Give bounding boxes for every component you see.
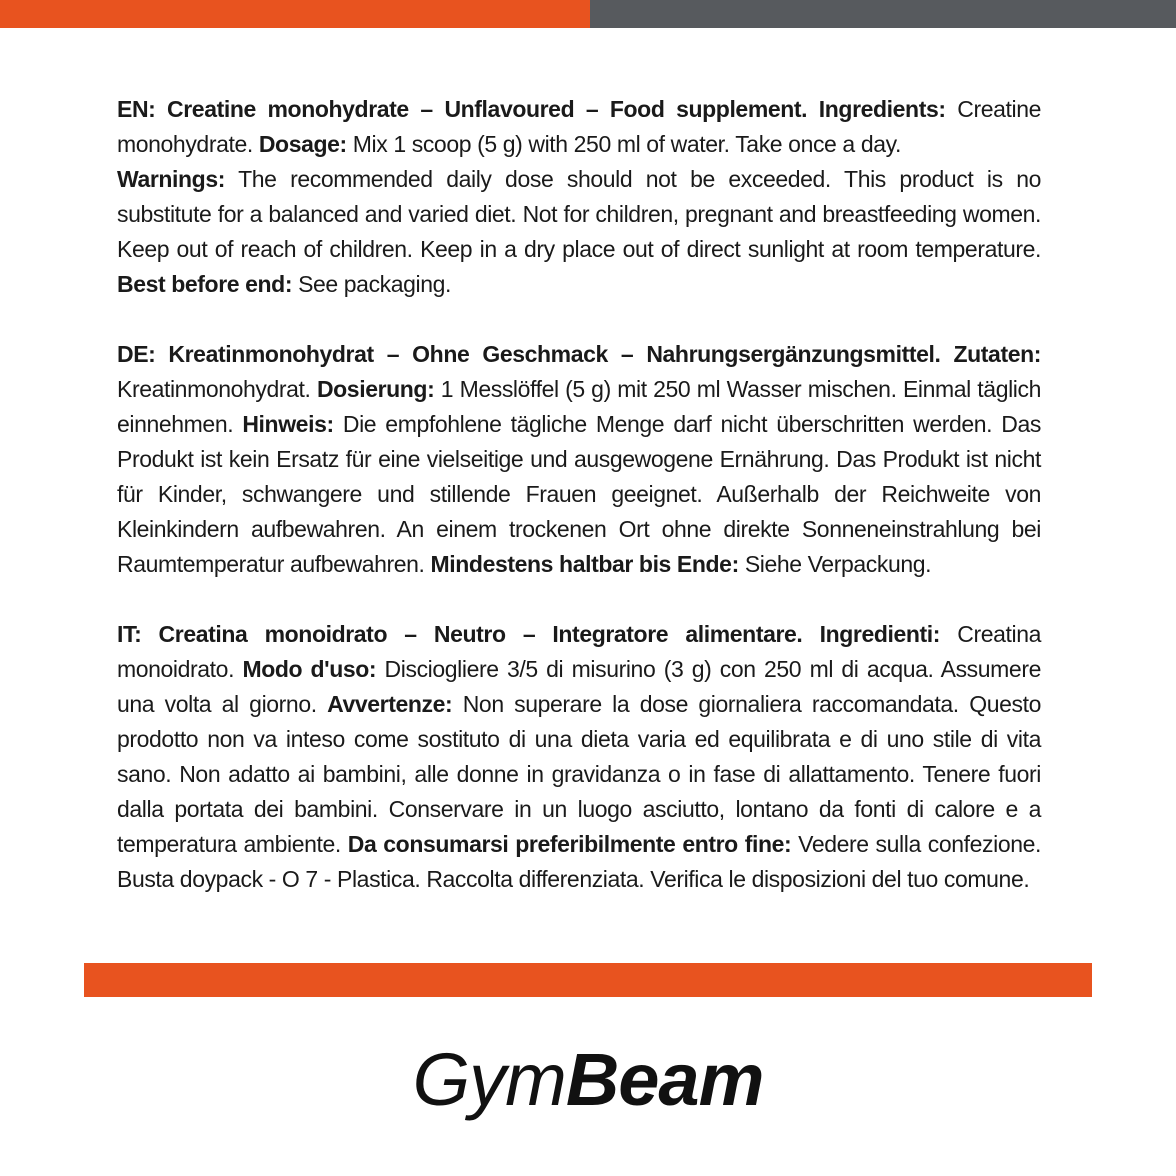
en-warnings-label: Warnings:: [117, 166, 225, 192]
de-bestbefore-label: Mindestens haltbar bis Ende:: [430, 551, 739, 577]
it-dosage-text: Disciogliere 3/5 di misurino (3 g) con 250 ml di acqua. Assumere una volta al giorno.: [117, 656, 1041, 717]
de-bestbefore-text: Siehe Verpackung.: [738, 551, 932, 577]
de-dosage-label: Dosierung:: [316, 376, 435, 402]
section-de: [117, 337, 1041, 582]
it-bestbefore-label: Da consumarsi preferibilmente entro fine:: [347, 831, 792, 857]
gymbeam-logo: [0, 1030, 1176, 1130]
en-dosage-label: Dosage:: [258, 131, 347, 157]
en-bestbefore-label: Best before end:: [117, 271, 293, 297]
de-warnings-label: Hinweis:: [242, 411, 334, 437]
en-warnings-text: The recommended daily dose should not be exceeded. This product is no substitute for a balanced and varied diet. Not for children, pregnant and breastfeeding women. Keep out of reach of children. Keep in a dry place out of direct sunlight at room temperature.: [117, 166, 1041, 262]
en-title: EN: Creatine monohydrate – Unflavoured – Food supplement. Ingredients:: [117, 96, 946, 122]
it-ingredients: Creatina monoidrato.: [117, 621, 1041, 682]
bottom-accent-bar: [84, 963, 1092, 997]
label-text-block: [117, 92, 1041, 932]
top-accent-bar-gray: [590, 0, 1176, 28]
en-ingredients: Creatine monohydrate.: [117, 96, 1041, 157]
it-dosage-label: Modo d'uso:: [242, 656, 377, 682]
logo-beam: Beam: [565, 1038, 764, 1121]
section-en: [117, 92, 1041, 302]
logo-gym: Gym: [412, 1038, 566, 1121]
de-ingredients: Kreatinmonohydrat.: [117, 376, 317, 402]
it-warnings-label: Avvertenze:: [327, 691, 453, 717]
it-title: IT: Creatina monoidrato – Neutro – Integratore alimentare. Ingredienti:: [117, 621, 941, 647]
it-warnings-text: Non superare la dose giornaliera raccomandata. Questo prodotto non va inteso come sostituto di una dieta varia ed equilibrata e di uno stile di vita sano. Non adatto ai bambini, alle donne in gravidanza o in fase di allattamento. Tenere fuori dalla portata dei bambini. Conservare in un luogo asciutto, lontano da fonti di calore e a temperatura ambiente.: [117, 691, 1041, 857]
it-bestbefore-text: Vedere sulla confezione. Busta doypack - O 7 - Plastica. Raccolta differenziata. Verifica le disposizioni del tuo comune.: [117, 831, 1041, 892]
top-accent-bar-orange: [0, 0, 590, 28]
en-bestbefore-text: See packaging.: [292, 271, 452, 297]
de-warnings-text: Die empfohlene tägliche Menge darf nicht überschritten werden. Das Produkt ist kein Ersatz für eine vielseitige und ausgewogene Ernährung. Das Produkt ist nicht für Kinder, schwangere und stillende Frauen geeignet. Außerhalb der Reichweite von Kleinkindern aufbewahren. An einem trockenen Ort ohne direkte Sonneneinstrahlung bei Raumtemperatur aufbewahren.: [117, 411, 1041, 577]
de-title: DE: Kreatinmonohydrat – Ohne Geschmack – Nahrungsergänzungsmittel. Zutaten:: [117, 341, 1041, 367]
en-dosage-text: Mix 1 scoop (5 g) with 250 ml of water. Take once a day.: [346, 131, 901, 157]
section-it: [117, 617, 1041, 897]
de-dosage-text: 1 Messlöffel (5 g) mit 250 ml Wasser mischen. Einmal täglich einnehmen.: [117, 376, 1041, 437]
